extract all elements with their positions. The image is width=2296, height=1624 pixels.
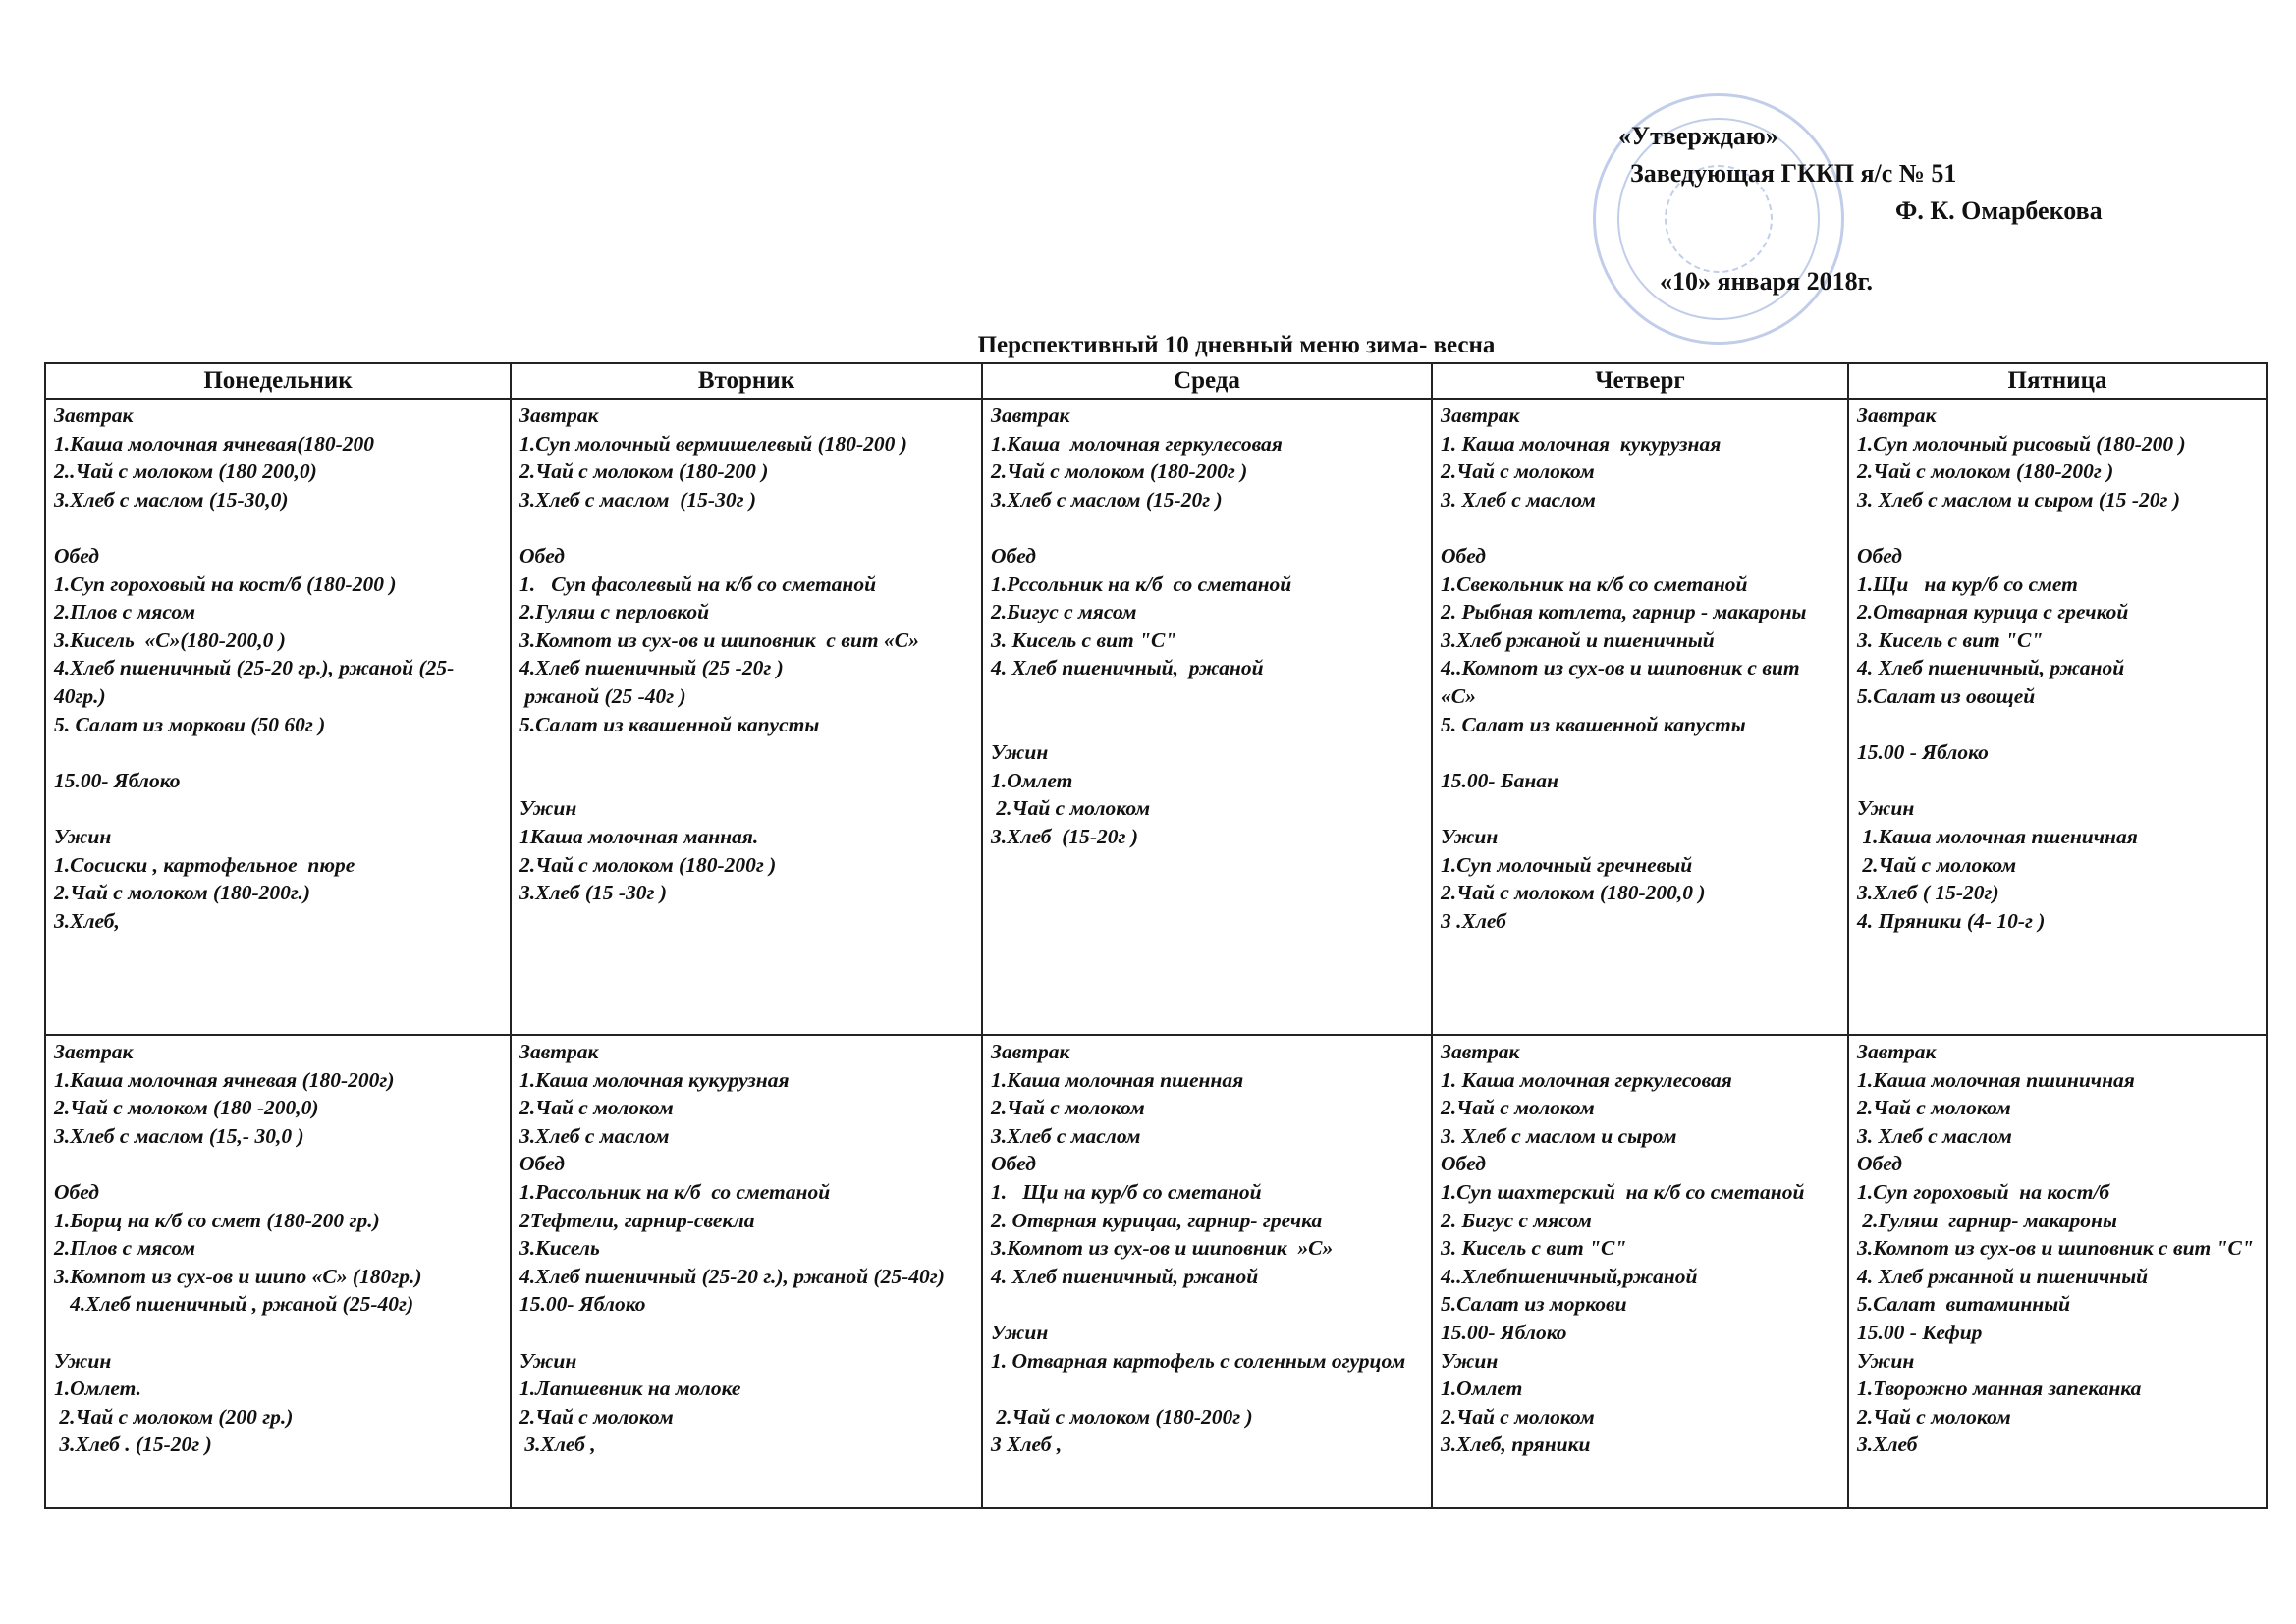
menu-cell-week2-friday: Завтрак 1.Каша молочная пшиничная 2.Чай с молоком 3. Хлеб с маслом Обед 1.Суп гороховый на кост/б 2.Гуляш гарнир- макароны 3.Компот из сух-ов и шиповник с вит "С" 4. Хлеб ржанной и пшеничный 5.Салат витаминный 15.00 - Кефир Ужин 1.Творожно манная запеканка 2.Чай с молоком 3.Хлеб: [1848, 1035, 2267, 1508]
header-tuesday: Вторник: [511, 363, 982, 399]
menu-cell-week1-friday: Завтрак 1.Суп молочный рисовый (180-200 ) 2.Чай с молоком (180-200г ) 3. Хлеб с маслом и сыром (15 -20г ) Обед 1.Щи на кур/б со смет 2.Отварная курица с гречкой 3. Кисель с вит "С" 4. Хлеб пшеничный, ржаной 5.Салат из овощей 15.00 - Яблоко Ужин 1.Каша молочная пшеничная 2.Чай с молоком 3.Хлеб ( 15-20г) 4. Пряники (4- 10-г ): [1848, 399, 2267, 1035]
menu-table: [44, 362, 2268, 1509]
approval-date: «10» января 2018г.: [1660, 267, 1873, 296]
menu-cell-week1-tuesday: Завтрак 1.Суп молочный вермишелевый (180-200 ) 2.Чай с молоком (180-200 ) 3.Хлеб с маслом (15-30г ) Обед 1. Суп фасолевый на к/б со сметаной 2.Гуляш с перловкой 3.Компот из сух-ов и шиповник с вит «С» 4.Хлеб пшеничный (25 -20г ) ржаной (25 -40г ) 5.Салат из квашенной капусты Ужин 1Каша молочная манная. 2.Чай с молоком (180-200г ) 3.Хлеб (15 -30г ): [511, 399, 982, 1035]
header-friday: Пятница: [1848, 363, 2267, 399]
document-title: Перспективный 10 дневный меню зима- весна: [977, 332, 1496, 358]
approval-signatory: Ф. К. Омарбекова: [1895, 196, 2103, 225]
header-wednesday: Среда: [982, 363, 1432, 399]
menu-cell-week2-wednesday: Завтрак 1.Каша молочная пшенная 2.Чай с молоком 3.Хлеб с маслом Обед 1. Щи на кур/б со сметаной 2. Отврная курицаа, гарнир- гречка 3.Компот из сух-ов и шиповник »С» 4. Хлеб пшеничный, ржаной Ужин 1. Отварная картофель с соленным огурцом 2.Чай с молоком (180-200г ) 3 Хлеб ,: [982, 1035, 1432, 1508]
menu-cell-week1-thursday: Завтрак 1. Каша молочная кукурузная 2.Чай с молоком 3. Хлеб с маслом Обед 1.Свекольник на к/б со сметаной 2. Рыбная котлета, гарнир - макароны 3.Хлеб ржаной и пшеничный 4..Компот из сух-ов и шиповник с вит «С» 5. Салат из квашенной капусты 15.00- Банан Ужин 1.Суп молочный гречневый 2.Чай с молоком (180-200,0 ) 3 .Хлеб: [1432, 399, 1848, 1035]
week-2-row: [45, 1035, 2267, 1508]
approval-heading: «Утверждаю»: [1618, 122, 1778, 150]
menu-cell-week1-wednesday: Завтрак 1.Каша молочная геркулесовая 2.Чай с молоком (180-200г ) 3.Хлеб с маслом (15-20г ) Обед 1.Рссольник на к/б со сметаной 2.Бигус с мясом 3. Кисель с вит "С" 4. Хлеб пшеничный, ржаной Ужин 1.Омлет 2.Чай с молоком 3.Хлеб (15-20г ): [982, 399, 1432, 1035]
header-monday: Понедельник: [45, 363, 511, 399]
menu-cell-week1-monday: Завтрак 1.Каша молочная ячневая(180-200 2..Чай с молоком (180 200,0) 3.Хлеб с маслом (15-30,0) Обед 1.Суп гороховый на кост/б (180-200 ) 2.Плов с мясом 3.Кисель «С»(180-200,0 ) 4.Хлеб пшеничный (25-20 гр.), ржаной (25-40гр.) 5. Салат из моркови (50 60г ) 15.00- Яблоко Ужин 1.Сосиски , картофельное пюре 2.Чай с молоком (180-200г.) 3.Хлеб,: [45, 399, 511, 1035]
header-row: [45, 363, 2267, 399]
menu-cell-week2-thursday: Завтрак 1. Каша молочная геркулесовая 2.Чай с молоком 3. Хлеб с маслом и сыром Обед 1.Суп шахтерский на к/б со сметаной 2. Бигус с мясом 3. Кисель с вит "С" 4..Хлебпшеничный,ржаной 5.Салат из моркови 15.00- Яблоко Ужин 1.Омлет 2.Чай с молоком 3.Хлеб, пряники: [1432, 1035, 1848, 1508]
menu-cell-week2-tuesday: Завтрак 1.Каша молочная кукурузная 2.Чай с молоком 3.Хлеб с маслом Обед 1.Рассольник на к/б со сметаной 2Тефтели, гарнир-свекла 3.Кисель 4.Хлеб пшеничный (25-20 г.), ржаной (25-40г) 15.00- Яблоко Ужин 1.Лапшевник на молоке 2.Чай с молоком 3.Хлеб ,: [511, 1035, 982, 1508]
approval-block: [1581, 118, 2210, 300]
header-thursday: Четверг: [1432, 363, 1848, 399]
approval-position: Заведующая ГККП я/с № 51: [1630, 159, 1957, 188]
week-1-row: [45, 399, 2267, 1035]
menu-cell-week2-monday: Завтрак 1.Каша молочная ячневая (180-200г) 2.Чай с молоком (180 -200,0) 3.Хлеб с маслом (15,- 30,0 ) Обед 1.Борщ на к/б со смет (180-200 гр.) 2.Плов с мясом 3.Компот из сух-ов и шипо «С» (180гр.) 4.Хлеб пшеничный , ржаной (25-40г) Ужин 1.Омлет. 2.Чай с молоком (200 гр.) 3.Хлеб . (15-20г ): [45, 1035, 511, 1508]
